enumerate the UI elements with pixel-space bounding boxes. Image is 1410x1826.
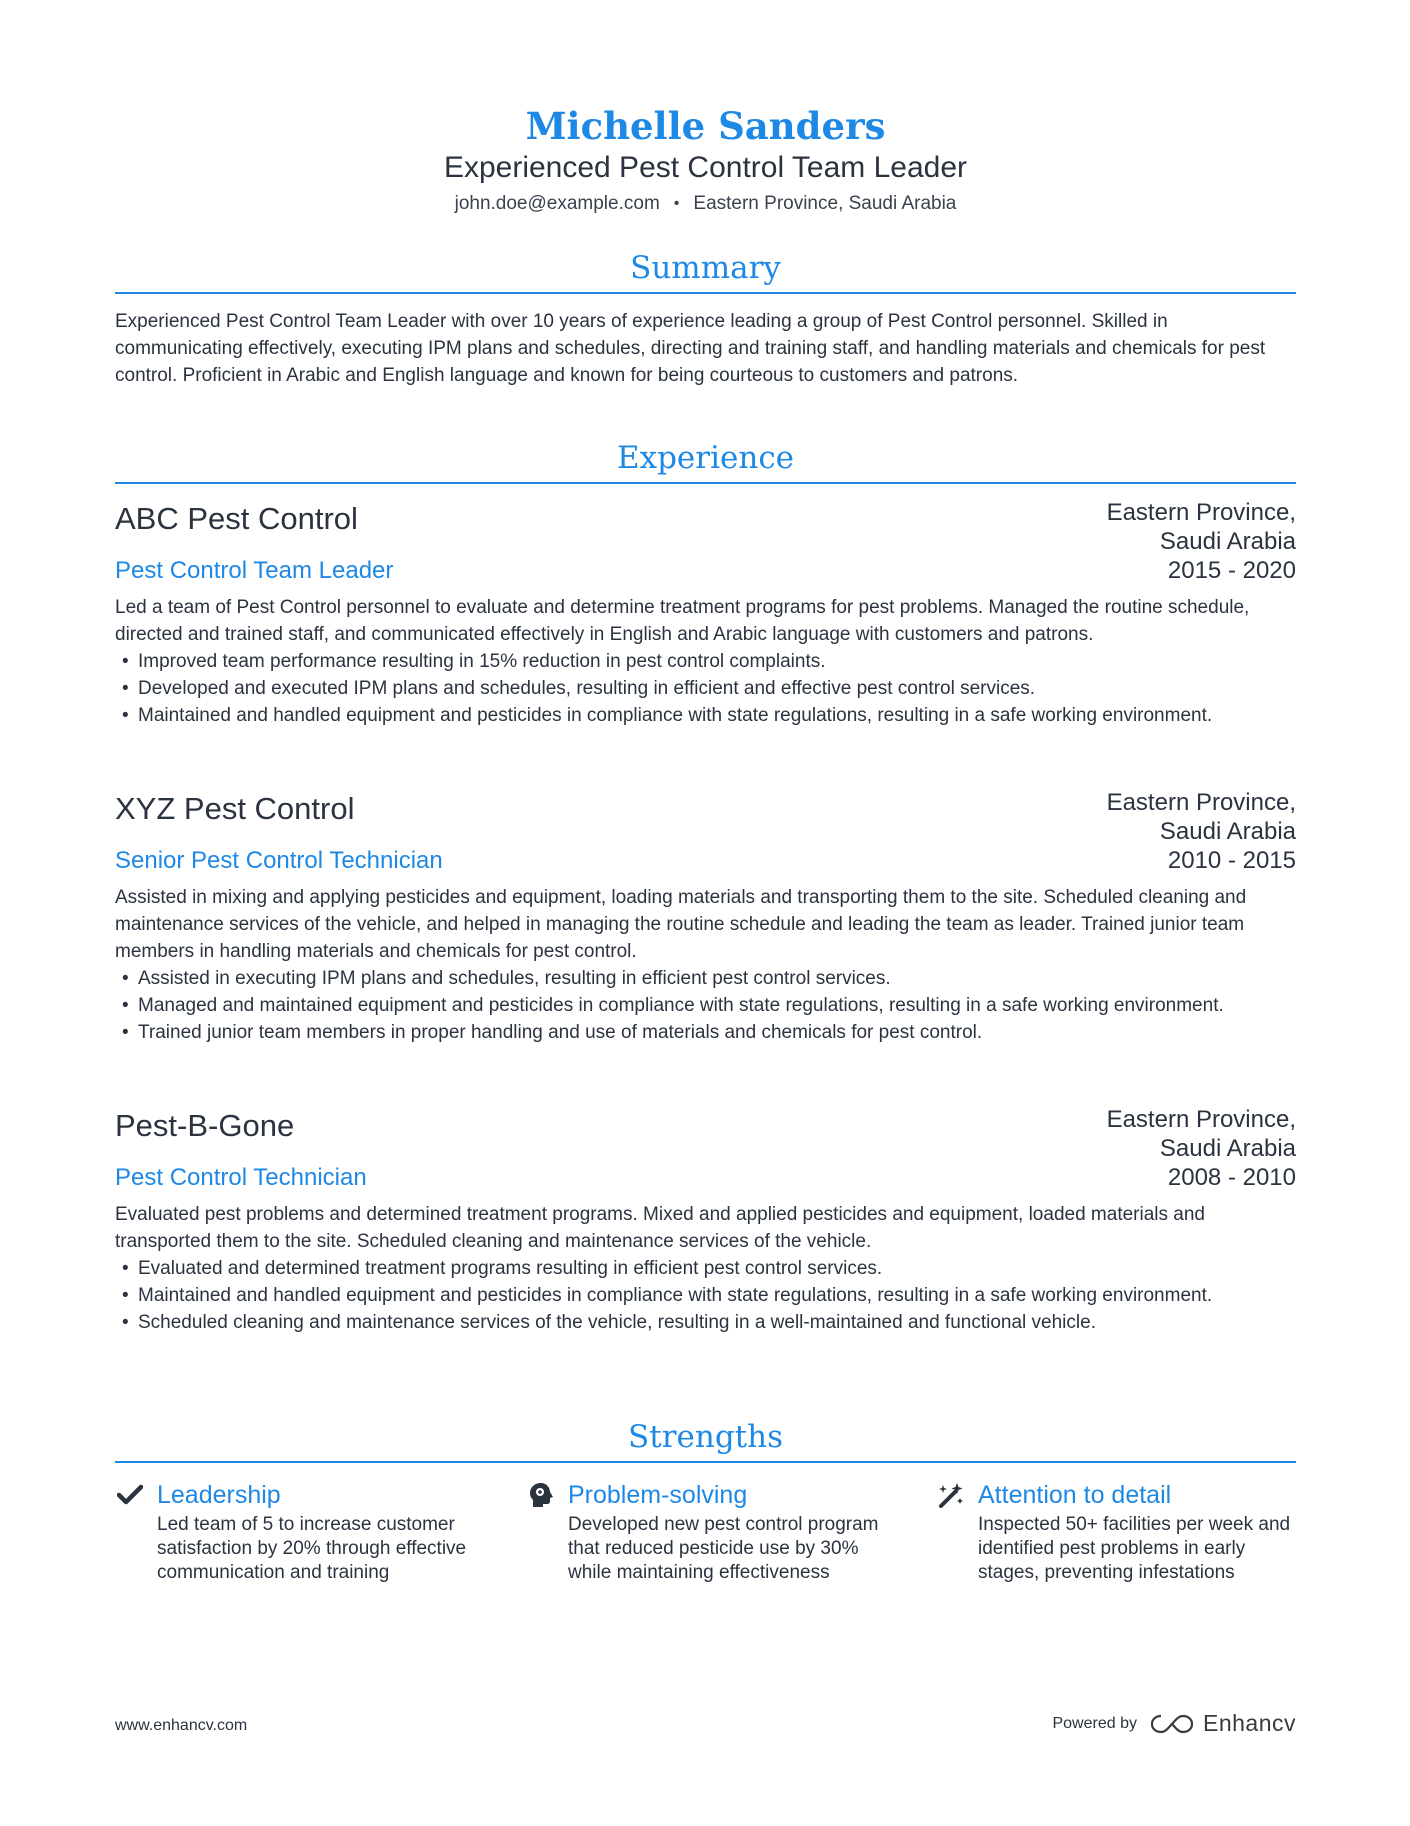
job-bullet: • Maintained and handled equipment and pesticides in compliance with state regulations, resulting in a safe working environment. — [115, 702, 1296, 729]
job-bullet: • Improved team performance resulting in 15% reduction in pest control complaints. — [115, 648, 1296, 675]
strength-item — [936, 1479, 1296, 1585]
contact-location: Eastern Province, Saudi Arabia — [693, 193, 957, 214]
strength-title: Attention to detail — [978, 1481, 1172, 1509]
section-title-experience: Experience — [616, 440, 795, 476]
experience-section — [115, 438, 1296, 484]
job-location-line1: Eastern Province, — [1106, 499, 1296, 526]
contact-separator: • — [673, 195, 680, 212]
magic-wand-icon — [936, 1480, 966, 1510]
job-location-line1: Eastern Province, — [1106, 1106, 1296, 1133]
candidate-headline: Experienced Pest Control Team Leader — [443, 151, 968, 184]
job-role: Senior Pest Control Technician — [115, 847, 443, 874]
powered-by-label: Powered by — [1052, 1714, 1137, 1732]
enhancv-logo[interactable] — [1149, 1710, 1296, 1737]
job-bullet: • Assisted in executing IPM plans and schedules, resulting in efficient pest control services. — [115, 965, 1296, 992]
resume-header — [115, 0, 1296, 217]
footer-powered-by — [1052, 1710, 1296, 1737]
job-location-line2: Saudi Arabia — [1159, 818, 1296, 845]
job-bullet: • Developed and executed IPM plans and schedules, resulting in efficient and effective pest control services. — [115, 675, 1296, 702]
job-company: Pest-B-Gone — [115, 1108, 295, 1143]
job-role: Pest Control Technician — [115, 1164, 367, 1191]
section-divider — [115, 1461, 1296, 1463]
job-description: Evaluated pest problems and determined treatment programs. Mixed and applied pesticides and equipment, loaded materials and transported them to the site. Scheduled cleaning and maintenance services of the vehicle. — [115, 1204, 1205, 1252]
job-entry — [115, 1107, 1296, 1377]
summary-text: Experienced Pest Control Team Leader with over 10 years of experience leading a group of Pest Control personnel. Skilled in communicating effectively, executing IPM plans and schedules, directing and training staff, and handling materials and chemicals for pest control. Proficient in Arabic and English language and known for being courteous to customers and patrons. — [115, 311, 1266, 386]
job-details — [115, 884, 1296, 1046]
job-details — [115, 1201, 1296, 1336]
section-title-strengths: Strengths — [628, 1419, 783, 1455]
section-divider — [115, 292, 1296, 294]
job-bullet: • Trained junior team members in proper handling and use of materials and chemicals for pest control. — [115, 1019, 1296, 1046]
job-dates: 2008 - 2010 — [1167, 1164, 1296, 1191]
job-details — [115, 594, 1296, 729]
job-dates: 2010 - 2015 — [1167, 847, 1296, 874]
strength-title: Leadership — [157, 1481, 281, 1509]
candidate-name: Michelle Sanders — [525, 104, 886, 148]
job-company: XYZ Pest Control — [115, 791, 355, 826]
strength-description: Developed new pest control program that reduced pesticide use by 30% while maintaining effectiveness — [568, 1514, 879, 1583]
summary-section — [115, 248, 1296, 389]
job-role: Pest Control Team Leader — [115, 557, 394, 584]
strength-description: Inspected 50+ facilities per week and identified pest problems in early stages, preventing infestations — [978, 1514, 1291, 1583]
strength-header — [526, 1479, 886, 1511]
job-description: Assisted in mixing and applying pesticides and equipment, loading materials and transporting them to the site. Scheduled cleaning and maintenance services of the vehicle, and helped in managing the routine schedule and leading the team as leader. Trained junior team members in handling materials and chemicals for pest control. — [115, 887, 1247, 962]
section-divider — [115, 482, 1296, 484]
job-dates: 2015 - 2020 — [1167, 557, 1296, 584]
job-bullets — [115, 965, 1296, 1046]
job-description: Led a team of Pest Control personnel to evaluate and determine treatment programs for pest problems. Managed the routine schedule, directed and trained staff, and communicated effectively in English and Arabic language with customers and patrons. — [115, 597, 1250, 645]
strength-item — [526, 1479, 886, 1585]
job-location-line2: Saudi Arabia — [1159, 1135, 1296, 1162]
head-gear-icon — [526, 1480, 556, 1510]
job-bullet: • Managed and maintained equipment and pesticides in compliance with state regulations, resulting in a safe working environment. — [115, 992, 1296, 1019]
job-bullet: • Maintained and handled equipment and pesticides in compliance with state regulations, resulting in a safe working environment. — [115, 1282, 1296, 1309]
footer-url-link[interactable]: www.enhancv.com — [115, 1717, 248, 1734]
job-location — [1056, 498, 1296, 556]
job-bullets — [115, 1255, 1296, 1336]
job-location-line2: Saudi Arabia — [1159, 528, 1296, 555]
job-entry — [115, 790, 1296, 1080]
strength-header — [115, 1479, 475, 1511]
job-bullet: • Scheduled cleaning and maintenance services of the vehicle, resulting in a well-maintained and functional vehicle. — [115, 1309, 1296, 1336]
job-location — [1056, 1105, 1296, 1163]
job-location — [1056, 788, 1296, 846]
infinity-logo-icon — [1149, 1712, 1195, 1736]
job-location-line1: Eastern Province, — [1106, 789, 1296, 816]
strength-item — [115, 1479, 475, 1585]
strength-header — [936, 1479, 1296, 1511]
resume-page — [115, 0, 1296, 1826]
job-entry — [115, 500, 1296, 760]
section-title-summary: Summary — [630, 250, 781, 286]
strength-description: Led team of 5 to increase customer satisfaction by 20% through effective communication and training — [157, 1514, 467, 1583]
contact-line — [115, 191, 1296, 217]
strength-title: Problem-solving — [568, 1481, 748, 1509]
checkmark-icon — [115, 1480, 145, 1510]
job-company: ABC Pest Control — [115, 501, 358, 536]
brand-name: Enhancv — [1202, 1710, 1296, 1736]
strengths-section — [115, 1417, 1296, 1583]
job-bullets — [115, 648, 1296, 729]
contact-email[interactable]: john.doe@example.com — [454, 193, 660, 214]
job-bullet: • Evaluated and determined treatment programs resulting in efficient pest control services. — [115, 1255, 1296, 1282]
